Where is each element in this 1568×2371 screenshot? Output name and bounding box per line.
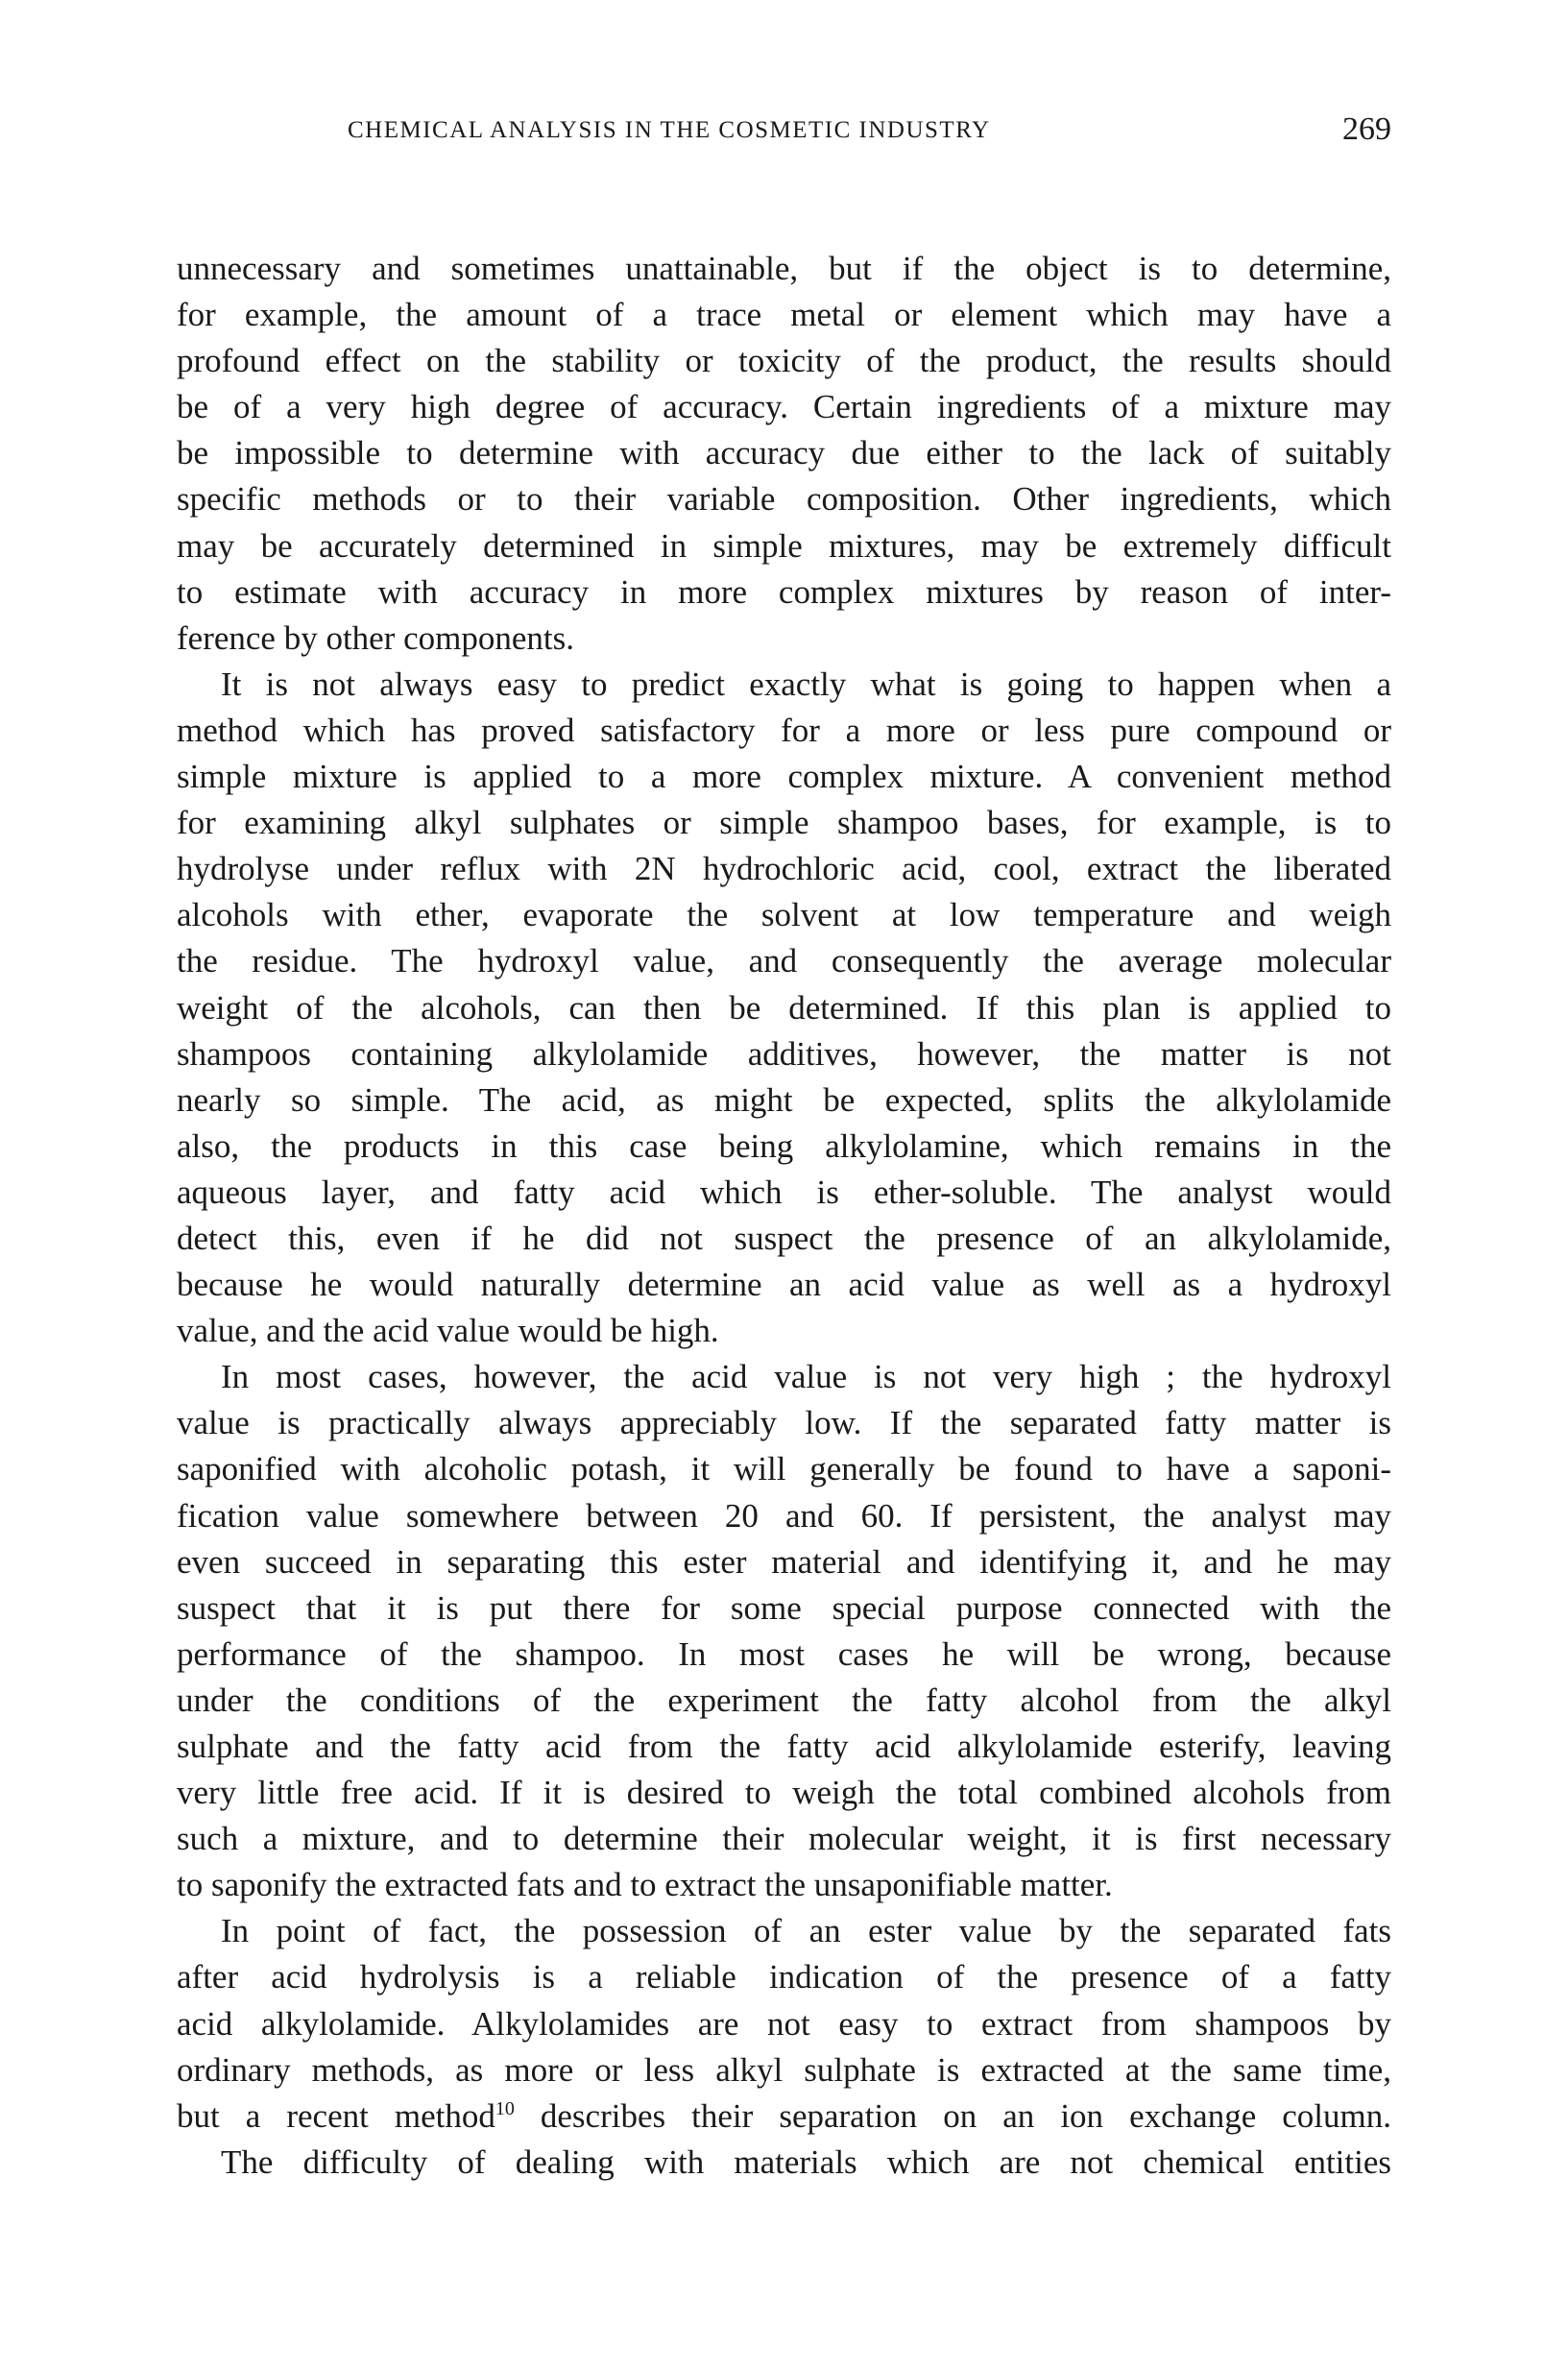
text-line: for example, the amount of a trace metal or element which may have a xyxy=(177,296,1391,334)
text-line: because he would naturally determine an acid value as well as a hydroxyl xyxy=(177,1266,1391,1304)
page-number: 269 xyxy=(1342,111,1391,147)
text-line: suspect that it is put there for some special purpose connected with the xyxy=(177,1588,1391,1627)
text-line: the residue. The hydroxyl value, and consequently the average molecular xyxy=(177,942,1391,980)
text-segment: describes their separation on an ion exchange column. xyxy=(514,2096,1391,2135)
paragraph xyxy=(177,662,1391,1354)
text-line: even succeed in separating this ester material and identifying it, and he may xyxy=(177,1542,1391,1581)
text-line: profound effect on the stability or toxicity of the product, the results should xyxy=(177,342,1391,380)
text-line: value is practically always appreciably low. If the separated fatty matter is xyxy=(177,1404,1391,1442)
text-line: saponified with alcoholic potash, it will generally be found to have a saponi- xyxy=(177,1450,1391,1488)
paragraph xyxy=(177,2140,1391,2186)
text-line: value, and the acid value would be high. xyxy=(177,1312,719,1350)
text-line: method which has proved satisfactory for a more or less pure compound or xyxy=(177,711,1391,749)
text-line: alcohols with ether, evaporate the solvent at low temperature and weigh xyxy=(177,896,1391,934)
text-line: such a mixture, and to determine their molecular weight, it is first necessary xyxy=(177,1820,1391,1858)
text-line: may be accurately determined in simple mixtures, may be extremely difficult xyxy=(177,526,1391,565)
paragraph xyxy=(177,1908,1391,2139)
text-line: be of a very high degree of accuracy. Certain ingredients of a mixture may xyxy=(177,388,1391,426)
text-line: performance of the shampoo. In most cases he will be wrong, because xyxy=(177,1634,1391,1673)
text-line: unnecessary and sometimes unattainable, but if the object is to determine, xyxy=(177,250,1391,287)
text-line xyxy=(177,2093,1391,2140)
text-line: specific methods or to their variable composition. Other ingredients, which xyxy=(177,480,1391,519)
text-line: aqueous layer, and fatty acid which is ether-soluble. The analyst would xyxy=(177,1173,1391,1211)
text-line: also, the products in this case being alkylolamine, which remains in the xyxy=(177,1126,1391,1165)
text-line: nearly so simple. The acid, as might be expected, splits the alkylolamide xyxy=(177,1080,1391,1119)
text-line: to saponify the extracted fats and to extract the unsaponifiable matter. xyxy=(177,1866,1113,1904)
text-line: ordinary methods, as more or less alkyl sulphate is extracted at the same time, xyxy=(177,2050,1391,2089)
text-line: for examining alkyl sulphates or simple shampoo bases, for example, is to xyxy=(177,804,1391,842)
text-line: detect this, even if he did not suspect the presence of an alkylolamide, xyxy=(177,1219,1391,1257)
text-line: weight of the alcohols, can then be determined. If this plan is applied to xyxy=(177,988,1391,1027)
text-line: to estimate with accuracy in more complex mixtures by reason of inter- xyxy=(177,572,1391,611)
text-line: be impossible to determine with accuracy due either to the lack of suitably xyxy=(177,434,1391,472)
text-line: after acid hydrolysis is a reliable indication of the presence of a fatty xyxy=(177,1958,1391,1996)
text-line: simple mixture is applied to a more complex mixture. A convenient method xyxy=(177,758,1391,796)
text-segment: but a recent method xyxy=(177,2096,495,2135)
page-body xyxy=(177,246,1391,2186)
text-line: It is not always easy to predict exactly what is going to happen when a xyxy=(221,665,1391,703)
text-line: The difficulty of dealing with materials which are not chemical entities xyxy=(221,2142,1391,2181)
paragraph xyxy=(177,1354,1391,1908)
text-line: sulphate and the fatty acid from the fatty acid alkylolamide esterify, leaving xyxy=(177,1728,1391,1765)
page-header xyxy=(177,111,1391,156)
footnote-reference[interactable]: 10 xyxy=(495,2097,515,2119)
text-line: very little free acid. If it is desired to weigh the total combined alcohols from xyxy=(177,1774,1391,1812)
text-line: In point of fact, the possession of an ester value by the separated fats xyxy=(221,1912,1391,1950)
text-line: hydrolyse under reflux with 2N hydrochloric acid, cool, extract the liberated xyxy=(177,850,1391,888)
text-line: acid alkylolamide. Alkylolamides are not easy to extract from shampoos by xyxy=(177,2004,1391,2043)
text-line: shampoos containing alkylolamide additives, however, the matter is not xyxy=(177,1034,1391,1073)
paragraph xyxy=(177,246,1391,662)
running-title: CHEMICAL ANALYSIS IN THE COSMETIC INDUSTRY xyxy=(348,117,991,143)
text-line: In most cases, however, the acid value is not very high ; the hydroxyl xyxy=(221,1358,1391,1396)
text-line: fication value somewhere between 20 and 60. If persistent, the analyst may xyxy=(177,1496,1391,1535)
text-line: ference by other components. xyxy=(177,618,575,657)
text-line: under the conditions of the experiment the fatty alcohol from the alkyl xyxy=(177,1681,1391,1719)
